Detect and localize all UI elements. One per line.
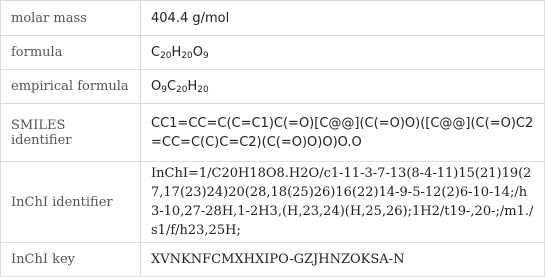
empirical-formula-value xyxy=(141,70,545,104)
formula-subscript: 20 xyxy=(160,51,172,61)
formula-element-h: H xyxy=(187,79,198,94)
inchi-key-value: XVNKNFCMXHXIPO-GZJHNZOKSA-N xyxy=(141,243,545,277)
formula-element-o: O xyxy=(151,79,162,94)
smiles-value: CC1=CC=C(C=C1)C(=O)[C@@](C(=O)O)([C@@](C(=O)C2=CC=C(C)C=C2)(C(=O)O)O)O.O xyxy=(141,104,545,162)
row-smiles xyxy=(1,104,545,162)
inchi-value: InChI=1/C20H18O8.H2O/c1-11-3-7-13(8-4-11)15(21)19(27,17(23)24)20(28,18(25)26)16(22)14-9-5-12(2)6-10-14;/h3-10,27-28H,1-2H3,(H,23,24)(H,25,26);1H2/t19-,20-;/m1./s1/f/h23,25H; xyxy=(141,162,545,243)
molar-mass-label: molar mass xyxy=(1,1,141,36)
row-empirical-formula xyxy=(1,70,545,104)
inchi-key-label: InChI key xyxy=(1,243,141,277)
formula-subscript: 9 xyxy=(203,51,209,61)
smiles-label: SMILES identifier xyxy=(1,104,141,162)
molar-mass-value: 404.4 g/mol xyxy=(141,1,545,36)
formula-subscript: 20 xyxy=(197,85,209,95)
formula-element-o: O xyxy=(192,45,203,60)
row-inchi-key xyxy=(1,243,545,277)
inchi-label: InChI identifier xyxy=(1,162,141,243)
formula-element-h: H xyxy=(171,45,182,60)
formula-subscript: 20 xyxy=(181,51,193,61)
formula-subscript: 9 xyxy=(161,85,167,95)
formula-value xyxy=(141,36,545,70)
row-molar-mass xyxy=(1,1,545,36)
formula-element-c: C xyxy=(151,45,161,60)
row-inchi xyxy=(1,162,545,243)
formula-element-c: C xyxy=(166,79,177,94)
formula-label: formula xyxy=(1,36,141,70)
row-formula xyxy=(1,36,545,70)
empirical-formula-label: empirical formula xyxy=(1,70,141,104)
formula-subscript: 20 xyxy=(176,85,188,95)
